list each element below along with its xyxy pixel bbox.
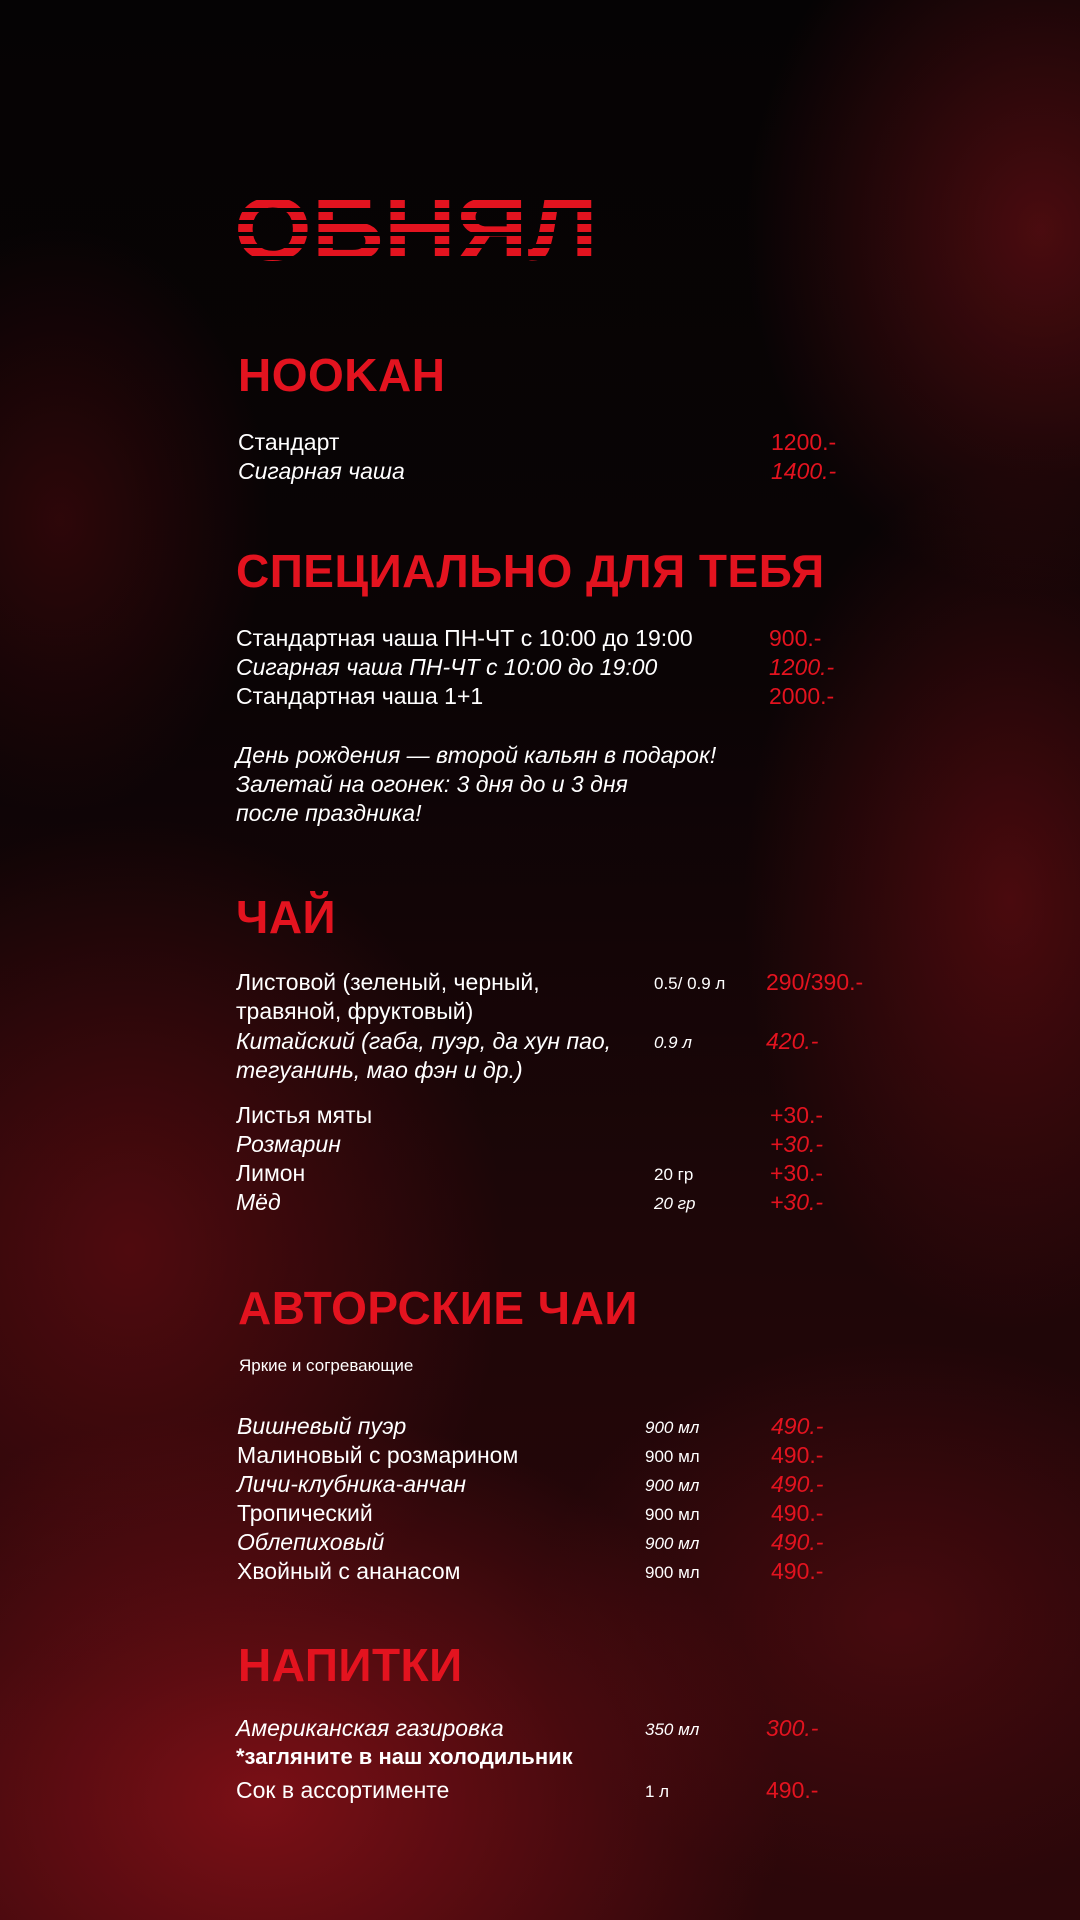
author-tea-price: 490.-: [771, 1500, 824, 1526]
drinks-item-price: 300.-: [766, 1715, 819, 1741]
special-item-price: 2000.-: [769, 683, 835, 709]
obnyal-logo: [234, 188, 598, 266]
author-tea-price: 490.-: [771, 1413, 824, 1439]
tea-heading: ЧАЙ: [236, 891, 337, 943]
drinks-item-name: Американская газировка: [236, 1715, 504, 1741]
tea-item-name-cont: травяной, фруктовый): [236, 998, 474, 1024]
drinks-heading: НАПИТКИ: [238, 1639, 463, 1691]
tea-addon-name: Розмарин: [236, 1131, 341, 1157]
tea-addon-name: Мёд: [236, 1189, 281, 1215]
tea-item-volume: 0.5/ 0.9 л: [654, 974, 726, 993]
special-item-price: 1200.-: [769, 654, 835, 680]
author-tea-name: Личи-клубника-анчан: [237, 1471, 466, 1497]
author-tea-price: 490.-: [771, 1558, 824, 1584]
tea-item-name: Китайский (габа, пуэр, да хун пао,: [236, 1028, 612, 1054]
special-item-name: Сигарная чаша ПН-ЧТ с 10:00 до 19:00: [236, 654, 658, 680]
special-heading: СПЕЦИАЛЬНО ДЛЯ ТЕБЯ: [236, 545, 825, 597]
drinks-item-price: 490.-: [766, 1777, 819, 1803]
author-tea-name: Малиновый с розмарином: [237, 1442, 519, 1468]
tea-addon-name: Лимон: [236, 1160, 306, 1186]
author-tea-price: 490.-: [771, 1471, 824, 1497]
tea-item-volume: 0.9 л: [654, 1033, 692, 1052]
tea-addon-price: +30.-: [770, 1160, 824, 1186]
author-tea-subtitle: Яркие и согревающие: [239, 1356, 414, 1375]
author-tea-name: Вишневый пуэр: [237, 1413, 407, 1439]
tea-addon-price: +30.-: [770, 1189, 824, 1215]
author-tea-volume: 900 мл: [645, 1476, 700, 1495]
tea-item-name-cont: тегуанинь, мао фэн и др.): [236, 1057, 523, 1083]
tea-addon-volume: 20 гр: [654, 1194, 696, 1213]
special-item-name: Стандартная чаша 1+1: [236, 683, 484, 709]
drinks-item-volume: 1 л: [645, 1782, 670, 1801]
hookah-item-price: 1400.-: [771, 458, 837, 484]
author-tea-heading: АВТОРСКИЕ ЧАИ: [238, 1282, 638, 1334]
tea-addon-volume: 20 гр: [654, 1165, 694, 1184]
tea-item-price: 420.-: [766, 1028, 819, 1054]
author-tea-volume: 900 мл: [645, 1418, 700, 1437]
special-item-name: Стандартная чаша ПН-ЧТ с 10:00 до 19:00: [236, 625, 693, 651]
special-item-price: 900.-: [769, 625, 822, 651]
author-tea-volume: 900 мл: [645, 1505, 700, 1524]
tea-item-name: Листовой (зеленый, черный,: [236, 969, 540, 995]
birthday-note-line: после праздника!: [236, 800, 422, 826]
tea-addon-price: +30.-: [770, 1102, 824, 1128]
drinks-item-volume: 350 мл: [645, 1720, 700, 1739]
hookah-item-name: Сигарная чаша: [238, 458, 405, 484]
tea-item-price: 290/390.-: [766, 969, 864, 995]
author-tea-volume: 900 мл: [645, 1563, 700, 1582]
hookah-item-name: Стандарт: [238, 429, 340, 455]
drinks-item-name: Сок в ассортименте: [236, 1777, 450, 1803]
author-tea-name: Тропический: [237, 1500, 373, 1526]
author-tea-name: Хвойный с ананасом: [237, 1558, 461, 1584]
tea-addon-price: +30.-: [770, 1131, 824, 1157]
author-tea-name: Облепиховый: [237, 1529, 385, 1555]
author-tea-price: 490.-: [771, 1442, 824, 1468]
author-tea-volume: 900 мл: [645, 1534, 700, 1553]
birthday-note-line: Залетай на огонек: 3 дня до и 3 дня: [236, 771, 628, 797]
author-tea-volume: 900 мл: [645, 1447, 700, 1466]
hookah-heading: HOOKAH: [238, 349, 446, 401]
tea-addon-name: Листья мяты: [236, 1102, 373, 1128]
birthday-note-line: День рождения — второй кальян в подарок!: [236, 742, 717, 768]
author-tea-price: 490.-: [771, 1529, 824, 1555]
fridge-note: *загляните в наш холодильник: [236, 1744, 573, 1769]
hookah-item-price: 1200.-: [771, 429, 837, 455]
